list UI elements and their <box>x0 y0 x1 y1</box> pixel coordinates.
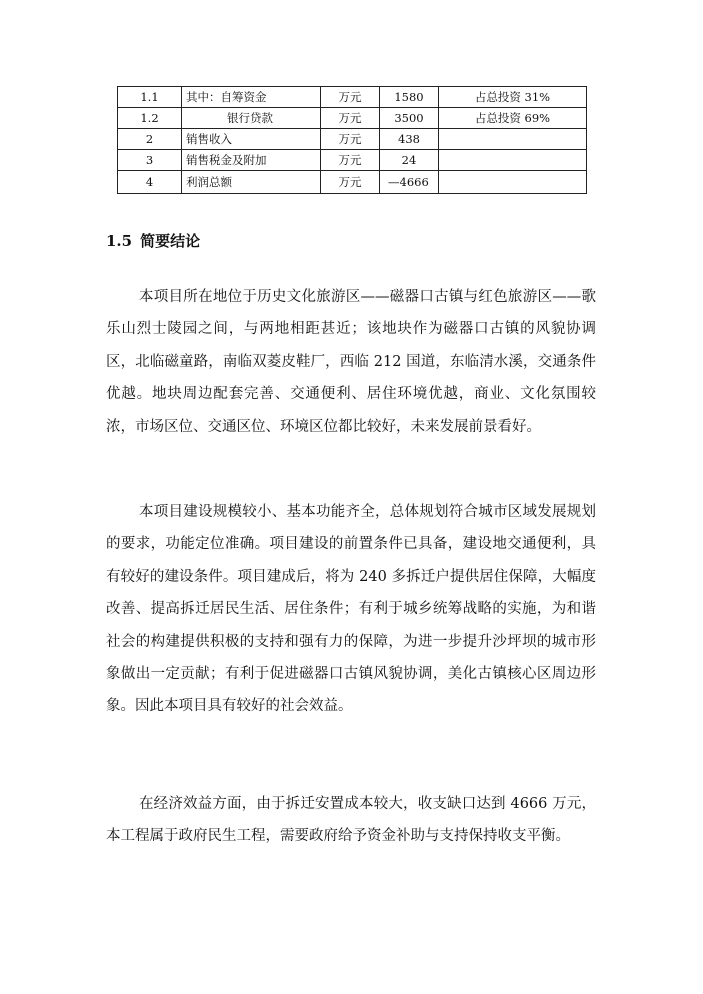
row-note: 占总投资 31% <box>439 87 587 108</box>
row-value: —4666 <box>380 171 439 194</box>
section-number: 1.5 <box>106 232 133 250</box>
row-unit: 万元 <box>321 87 380 108</box>
table-row <box>118 87 587 108</box>
row-number: 1.1 <box>118 87 182 108</box>
conclusion-paragraph-location: 本项目所在地位于历史文化旅游区——磁器口古镇与红色旅游区——歌乐山烈士陵园之间，与两地相距甚近；该地块作为磁器口古镇的风貌协调区，北临磁童路，南临双菱皮鞋厂，西临 212 国道，东临清水溪，交通条件优越。地块周边配套完善、交通便利、居住环境优越，商业、文化氛围较浓，市场区位、交通区位、环境区位都比较好，未来发展前景看好。 <box>106 289 596 435</box>
row-item-name: 利润总额 <box>182 171 321 194</box>
row-value: 24 <box>380 150 439 171</box>
row-note <box>439 129 587 150</box>
row-unit: 万元 <box>321 108 380 129</box>
row-item-name: 销售税金及附加 <box>182 150 321 171</box>
conclusion-paragraph-economic-benefit: 在经济效益方面，由于拆迁安置成本较大，收支缺口达到 4666 万元，本工程属于政府民生工程，需要政府给予资金补助与支持保持收支平衡。 <box>106 796 596 845</box>
row-unit: 万元 <box>321 129 380 150</box>
row-value: 1580 <box>380 87 439 108</box>
row-number: 4 <box>118 171 182 194</box>
row-value: 438 <box>380 129 439 150</box>
row-item-name: 银行贷款 <box>182 108 321 129</box>
row-note <box>439 171 587 194</box>
table-row <box>118 171 587 194</box>
row-number: 1.2 <box>118 108 182 129</box>
row-item-name: 其中：自筹资金 <box>182 87 321 108</box>
table-row <box>118 129 587 150</box>
financial-summary-table <box>117 86 587 194</box>
row-number: 3 <box>118 150 182 171</box>
row-value: 3500 <box>380 108 439 129</box>
row-unit: 万元 <box>321 150 380 171</box>
section-title: 简要结论 <box>140 232 201 250</box>
section-heading <box>106 228 200 254</box>
table-row <box>118 108 587 129</box>
conclusion-paragraph-social-benefit: 本项目建设规模较小、基本功能齐全，总体规划符合城市区域发展规划的要求，功能定位准确。项目建设的前置条件已具备，建设地交通便利，具有较好的建设条件。项目建成后，将为 240 多拆迁户提供居住保障，大幅度改善、提高拆迁居民生活、居住条件；有利于城乡统筹战略的实施，为和谐社会的构建提供积极的支持和强有力的保障，为进一步提升沙坪坝的城市形象做出一定贡献；有利于促进磁器口古镇风貌协调，美化古镇核心区周边形象。因此本项目具有较好的社会效益。 <box>106 504 596 715</box>
row-note: 占总投资 69% <box>439 108 587 129</box>
row-item-name: 销售收入 <box>182 129 321 150</box>
row-note <box>439 150 587 171</box>
row-unit: 万元 <box>321 171 380 194</box>
row-number: 2 <box>118 129 182 150</box>
table-row <box>118 150 587 171</box>
